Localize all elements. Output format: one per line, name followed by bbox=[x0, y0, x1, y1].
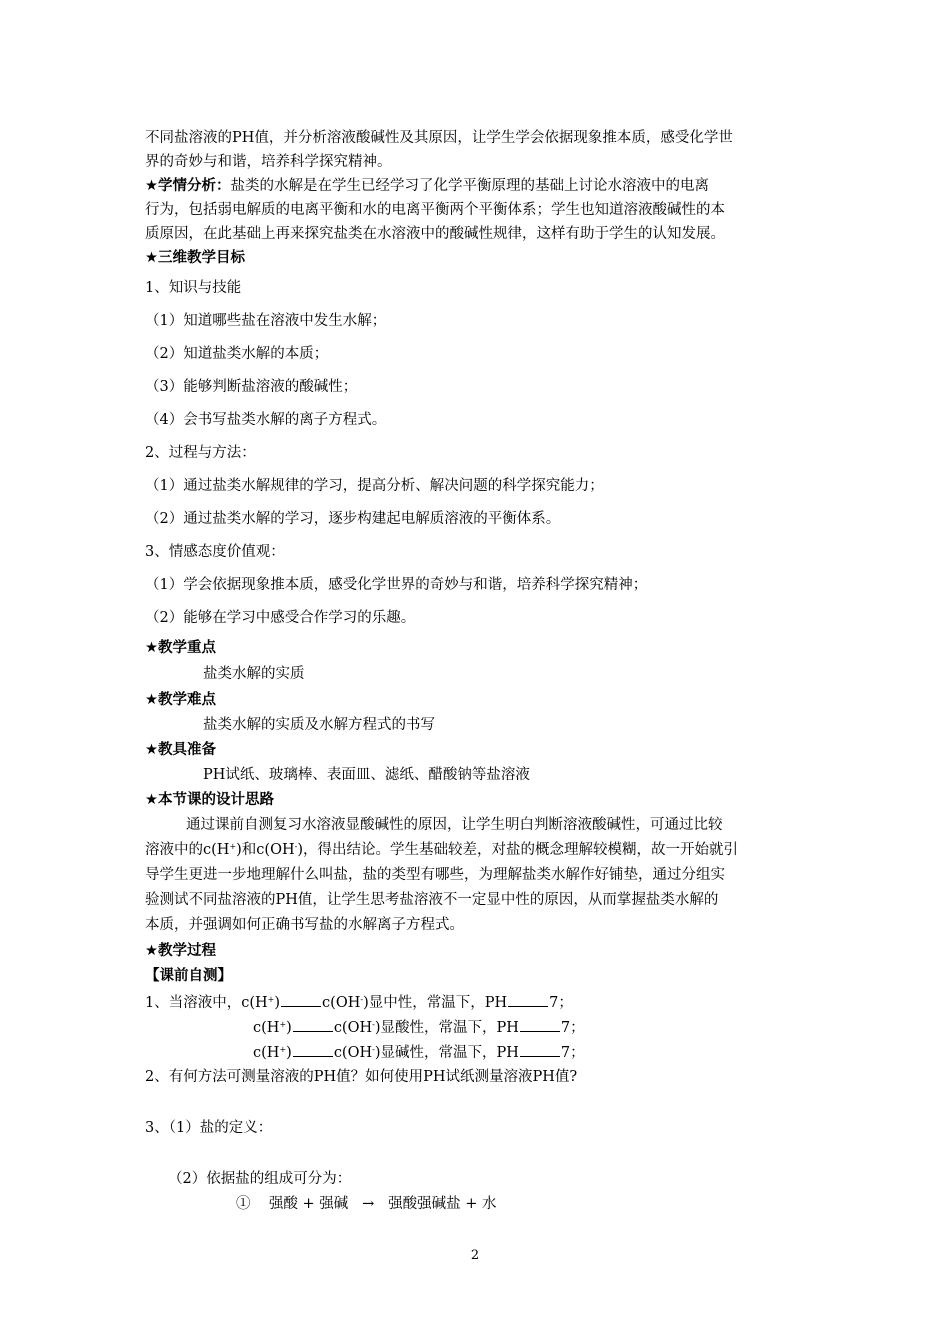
selftest-q3: 3、（1）盐的定义： bbox=[145, 1120, 273, 1136]
analysis-line-1: 盐类的水解是在学生已经学习了化学平衡原理的基础上讨论水溶液中的电离 bbox=[230, 178, 709, 194]
goals-emotion-2: （2）能够在学习中感受合作学习的乐趣。 bbox=[145, 610, 416, 626]
answer-blank[interactable] bbox=[520, 1017, 560, 1032]
answer-blank[interactable] bbox=[281, 992, 321, 1007]
intro-line-2: 界的奇妙与和谐，培养科学探究精神。 bbox=[145, 154, 392, 170]
goals-emotion-1: （1）学会依据现象推本质，感受化学世界的奇妙与和谐，培养科学探究精神； bbox=[145, 577, 648, 593]
answer-blank[interactable] bbox=[293, 1017, 333, 1032]
difficulty-text: 盐类水解的实质及水解方程式的书写 bbox=[203, 717, 435, 733]
design-line-3: 导学生更进一步地理解什么叫盐，盐的类型有哪些，为理解盐类水解作好铺垫，通过分组实 bbox=[145, 867, 725, 883]
key-point-text: 盐类水解的实质 bbox=[203, 666, 305, 682]
selftest-q3-classification: （2）依据盐的组成可分为： bbox=[168, 1171, 352, 1187]
goals-knowledge-2: （2）知道盐类水解的本质； bbox=[145, 346, 329, 362]
answer-blank[interactable] bbox=[508, 992, 548, 1007]
difficulty-heading: ★教学难点 bbox=[145, 692, 216, 708]
design-line-5: 本质，并强调如何正确书写盐的水解离子方程式。 bbox=[145, 917, 464, 933]
process-heading: ★教学过程 bbox=[145, 943, 216, 959]
analysis-heading: ★学情分析： bbox=[145, 178, 231, 194]
goals-knowledge-1: （1）知道哪些盐在溶液中发生水解； bbox=[145, 313, 387, 329]
goals-process-2: （2）通过盐类水解的学习，逐步构建起电解质溶液的平衡体系。 bbox=[145, 511, 561, 527]
selftest-q1-neutral: 1、当溶液中，c(H+) c(OH-)显中性，常温下，PH 7； bbox=[145, 992, 573, 1013]
goals-knowledge-4: （4）会书写盐类水解的离子方程式。 bbox=[145, 412, 387, 428]
selftest-q2: 2、有何方法可测量溶液的PH值？如何使用PH试纸测量溶液PH值? bbox=[145, 1069, 578, 1085]
tools-heading: ★教具准备 bbox=[145, 742, 216, 758]
page-number: 2 bbox=[470, 1248, 480, 1263]
design-line-2: 溶液中的c(H+)和c(OH-)，得出结论。学生基础较差，对盐的概念理解较模糊，故一开始就引 bbox=[145, 842, 738, 858]
analysis-line-2: 行为，包括弱电解质的电离平衡和水的电离平衡两个平衡体系；学生也知道溶液酸碱性的本 bbox=[145, 202, 725, 218]
goals-knowledge-3: （3）能够判断盐溶液的酸碱性； bbox=[145, 379, 358, 395]
design-heading: ★本节课的设计思路 bbox=[145, 792, 274, 808]
design-line-1: 通过课前自测复习水溶液显酸碱性的原因，让学生明白判断溶液酸碱性，可通过比较 bbox=[186, 817, 723, 833]
goals-process-1: （1）通过盐类水解规律的学习，提高分析、解决问题的科学探究能力； bbox=[145, 478, 604, 494]
selftest-q1-acidic: c(H+) c(OH-)显酸性，常温下，PH 7； bbox=[253, 1017, 585, 1038]
design-line-4: 验测试不同盐溶液的PH值，让学生思考盐溶液不一定显中性的原因，从而掌握盐类水解的 bbox=[145, 892, 719, 908]
selftest-q3-item-1: ① 强酸 + 强碱 → 强酸强碱盐 + 水 bbox=[236, 1196, 497, 1212]
goals-heading: ★三维教学目标 bbox=[145, 250, 245, 266]
analysis-line-3: 质原因，在此基础上再来探究盐类在水溶液中的酸碱性规律，这样有助于学生的认知发展。 bbox=[145, 226, 725, 242]
tools-text: PH试纸、玻璃棒、表面皿、滤纸、醋酸钠等盐溶液 bbox=[203, 767, 530, 783]
analysis-paragraph bbox=[145, 176, 709, 196]
goals-emotion-title: 3、情感态度价值观： bbox=[145, 544, 285, 560]
answer-blank[interactable] bbox=[293, 1042, 333, 1057]
selftest-heading: 【课前自测】 bbox=[145, 968, 232, 984]
intro-line-1: 不同盐溶液的PH值，并分析溶液酸碱性及其原因，让学生学会依据现象推本质，感受化学世 bbox=[145, 130, 733, 146]
key-point-heading: ★教学重点 bbox=[145, 640, 216, 656]
answer-blank[interactable] bbox=[520, 1042, 560, 1057]
goals-process-title: 2、过程与方法： bbox=[145, 445, 256, 461]
selftest-q1-basic: c(H+) c(OH-)显碱性，常温下，PH 7； bbox=[253, 1042, 585, 1063]
goals-knowledge-title: 1、知识与技能 bbox=[145, 280, 242, 296]
